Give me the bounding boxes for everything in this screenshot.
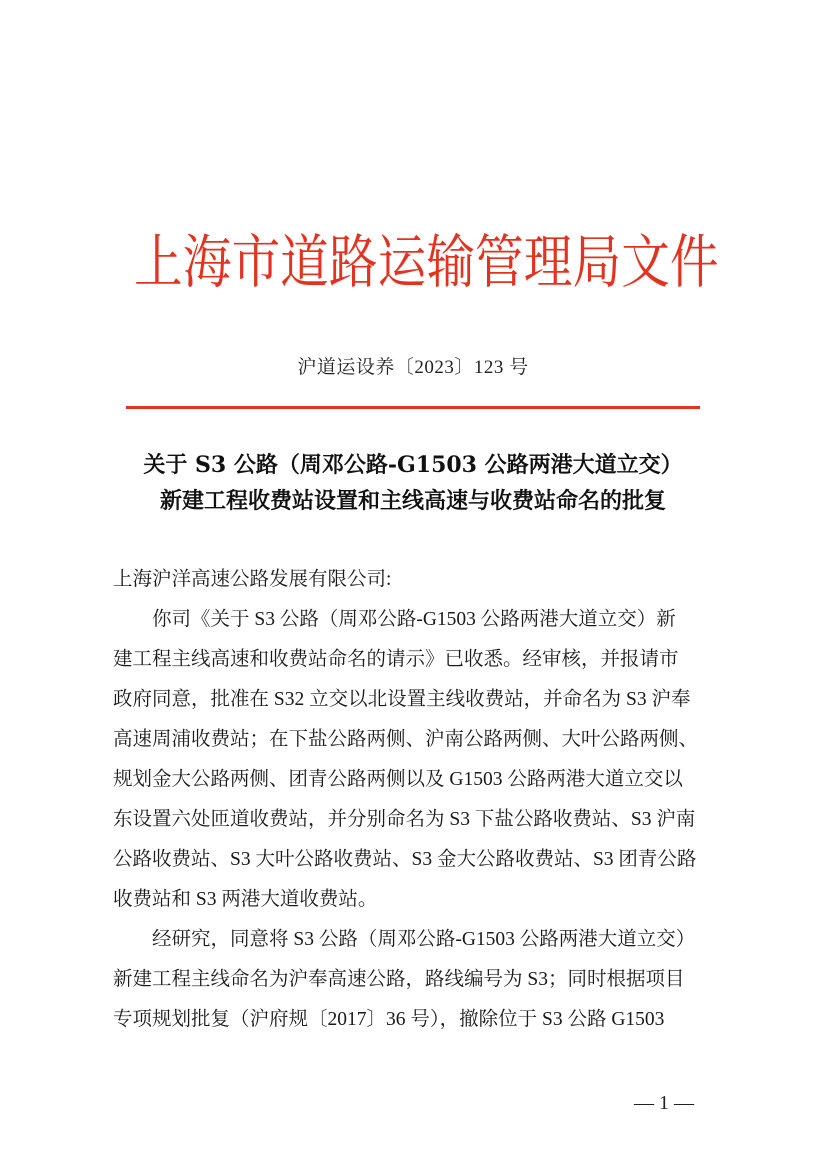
document-title-line-1: 关于 S3 公路（周邓公路-G1503 公路两港大道立交） — [143, 452, 683, 478]
red-divider-rule — [126, 406, 700, 409]
issuing-authority-masthead: 上海市道路运输管理局文件 — [134, 228, 719, 296]
body-line: 政府同意，批准在 S32 立交以北设置主线收费站，并命名为 S3 沪奉 — [113, 689, 691, 710]
body-line: 收费站和 S3 两港大道收费站。 — [113, 889, 378, 910]
body-line: 高速周浦收费站；在下盐公路两侧、沪南公路两侧、大叶公路两侧、 — [113, 729, 699, 750]
body-line: 规划金大公路两侧、团青公路两侧以及 G1503 公路两港大道立交以 — [113, 769, 683, 790]
body-line: 东设置六处匝道收费站，并分别命名为 S3 下盐公路收费站、S3 沪南 — [113, 809, 696, 830]
body-line: 新建工程主线命名为沪奉高速公路，路线编号为 S3；同时根据项目 — [113, 969, 685, 990]
body-line: 专项规划批复（沪府规〔2017〕36 号），撤除位于 S3 公路 G1503 — [113, 1009, 665, 1030]
body-line: 经研究，同意将 S3 公路（周邓公路-G1503 公路两港大道立交） — [113, 929, 696, 950]
body-line: 你司《关于 S3 公路（周邓公路-G1503 公路两港大道立交）新 — [113, 609, 676, 630]
document-title-line-2: 新建工程收费站设置和主线高速与收费站命名的批复 — [159, 488, 666, 514]
page-number: — 1 — — [634, 1092, 694, 1114]
body-line: 公路收费站、S3 大叶公路收费站、S3 金大公路收费站、S3 团青公路 — [113, 849, 697, 870]
body-line: 建工程主线高速和收费站命名的请示》已收悉。经审核，并报请市 — [113, 649, 679, 670]
document-number: 沪道运设养〔2023〕123 号 — [297, 357, 529, 378]
addressee: 上海沪洋高速公路发展有限公司: — [113, 569, 392, 590]
